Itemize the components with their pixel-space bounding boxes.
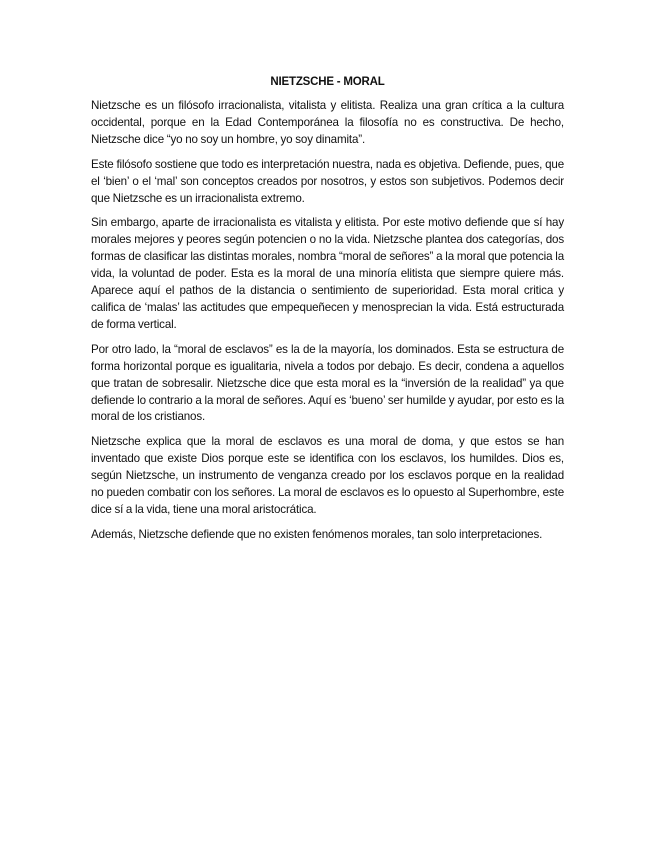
paragraph-6: Además, Nietzsche defiende que no existen fenómenos morales, tan solo interpretaciones.: [91, 527, 543, 541]
paragraph-2: Este filósofo sostiene que todo es interpretación nuestra, nada es objetiva. Defiende, pues, que el ‘bien’ o el ‘mal’ son conceptos creados por nosotros, y estos son subjetivos. Podemos decir que Nietzsche es un irracionalista extremo.: [91, 157, 564, 205]
paragraph-3: Sin embargo, aparte de irracionalista es vitalista y elitista. Por este motivo defiende que sí hay morales mejores y peores según potencien o no la vida. Nietzsche plantea dos categorías, dos formas de clasificar las distintas morales, nombra “moral de señores” a la moral que potencia la vida, la voluntad de poder. Esta es la moral de una minoría elitista que siempre quiere más. Aparece aquí el pathos de la distancia o sentimiento de superioridad. Esta moral critica y califica de ‘malas’ las actitudes que empequeñecen y menosprecian la vida. Está estructurada de forma vertical.: [91, 216, 564, 331]
document-body: [91, 98, 564, 552]
paragraph-4: Por otro lado, la “moral de esclavos” es la de la mayoría, los dominados. Esta se estructura de forma horizontal porque es igualitaria, nivela a todos por debajo. Es decir, condena a aquellos que tratan de sobresalir. Nietzsche dice que esta moral es la “inversión de la realidad” ya que defiende lo contrario a la moral de señores. Aquí es ‘bueno’ ser humilde y ayudar, por esto es la moral de los cristianos.: [91, 342, 564, 424]
paragraph-5: Nietzsche explica que la moral de esclavos es una moral de doma, y que estos se han inventado que existe Dios porque este se identifica con los esclavos, los humildes. Dios es, según Nietzsche, un instrumento de venganza creado por los esclavos porque en la realidad no pueden combatir con los señores. La moral de esclavos es lo opuesto al Superhombre, este dice sí a la vida, tiene una moral aristocrática.: [91, 435, 564, 516]
paragraph-1: Nietzsche es un filósofo irracionalista, vitalista y elitista. Realiza una gran crítica a la cultura occidental, porque en la Edad Contemporánea la filosofía no es constructiva. De hecho, Nietzsche dice “yo no soy un hombre, yo soy dinamita”.: [91, 99, 564, 146]
document-title: NIETZSCHE - MORAL: [270, 76, 385, 88]
